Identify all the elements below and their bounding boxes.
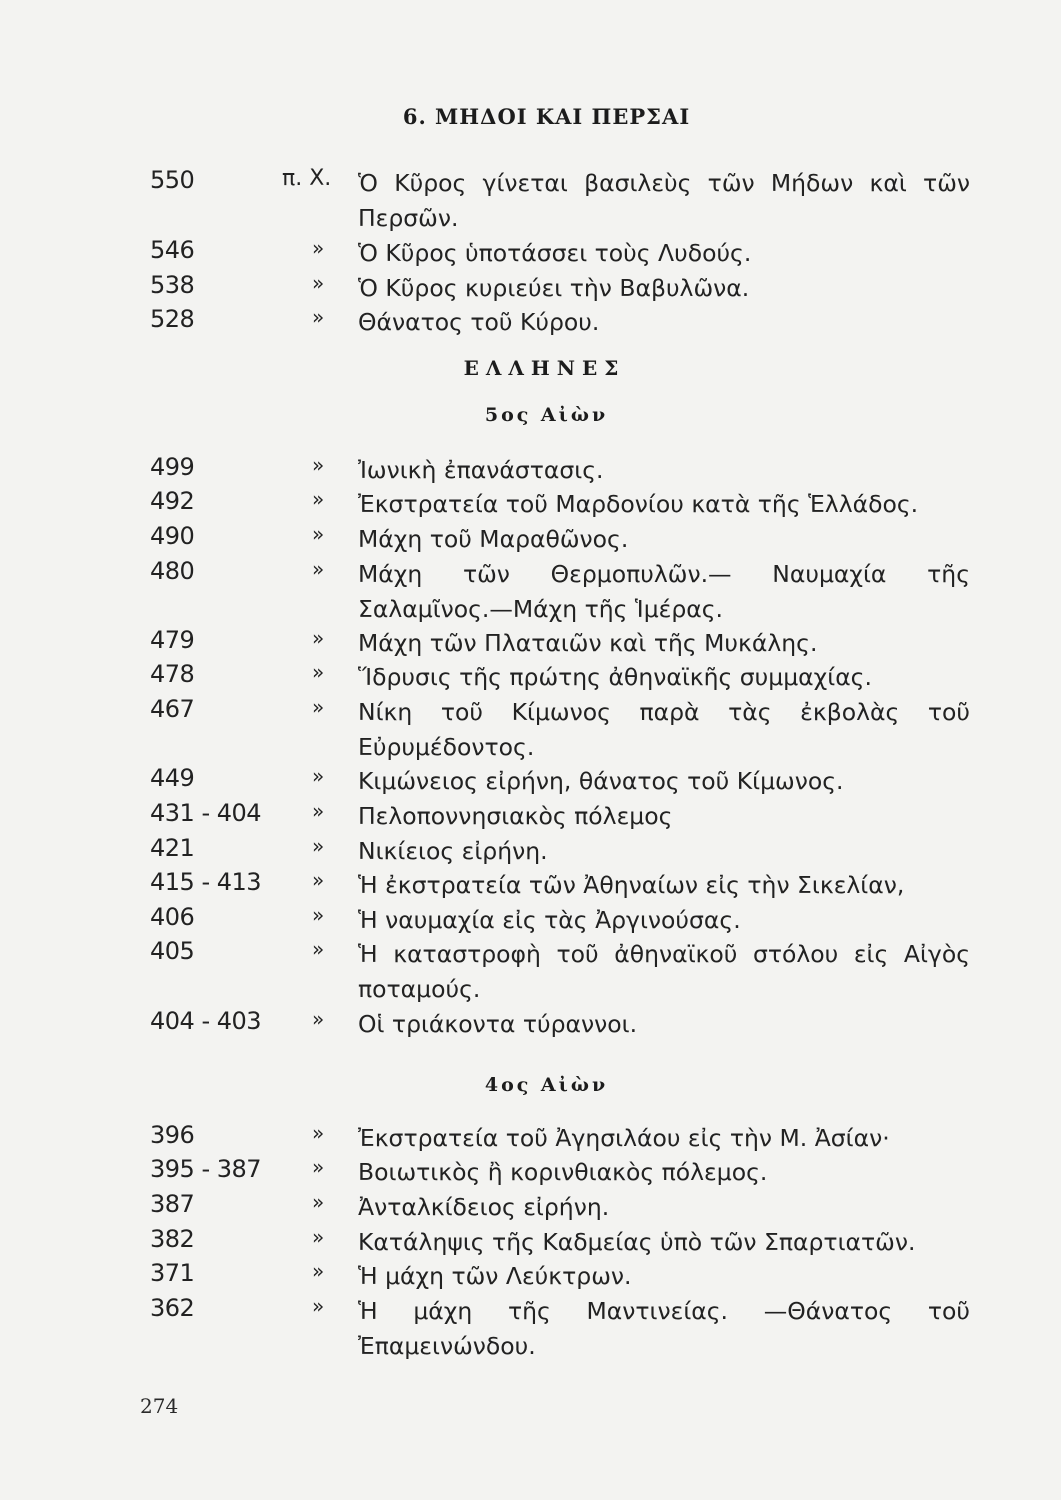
- entry-year: 449: [150, 764, 195, 792]
- entry-year: 490: [150, 522, 195, 550]
- entry-row: [0, 557, 1061, 623]
- entry-text: Ἡ μάχη τῶν Λεύκτρων.: [358, 1262, 632, 1290]
- entry-row: [0, 903, 1061, 937]
- entry-year: 499: [150, 453, 195, 481]
- entry-text: Βοιωτικὸς ἢ κορινθιακὸς πόλεμος.: [358, 1158, 768, 1186]
- ditto-mark: »: [312, 1155, 325, 1179]
- entry-row: [0, 937, 1061, 1003]
- ditto-mark: »: [312, 1121, 325, 1145]
- entry-text: Ἡ ἐκστρατεία τῶν Ἀθηναίων εἰς τὴν Σικελίαν,: [358, 871, 905, 899]
- entry-row: [0, 1294, 1061, 1360]
- entry-text: Νικίειος εἰρήνη.: [358, 837, 548, 865]
- entry-row: [0, 1155, 1061, 1189]
- entry-text: Θάνατος τοῦ Κύρου.: [358, 308, 600, 336]
- entry-row: [0, 487, 1061, 521]
- ditto-mark: »: [312, 626, 325, 650]
- entry-text: Μάχη τοῦ Μαραθῶνος.: [358, 525, 629, 553]
- entry-text: Ὁ Κῦρος γίνεται βασιλεὺς τῶν Μήδων καὶ τῶν Περσῶν.: [358, 169, 970, 232]
- era-marker: π. Χ.: [282, 166, 332, 191]
- entry-row: [0, 1190, 1061, 1224]
- entry-year: 396: [150, 1121, 195, 1149]
- ditto-mark: »: [312, 522, 325, 546]
- ditto-mark: »: [312, 305, 325, 329]
- entry-text: Οἱ τριάκοντα τύραννοι.: [358, 1010, 638, 1038]
- entry-year: 371: [150, 1259, 195, 1287]
- entry-text: Ἰωνικὴ ἐπανάστασις.: [358, 456, 604, 484]
- entry-text: Ἡ ναυμαχία εἰς τὰς Ἀργινούσας.: [358, 906, 741, 934]
- ditto-mark: »: [312, 1294, 325, 1318]
- ditto-mark: »: [312, 799, 325, 823]
- entry-year: 362: [150, 1294, 195, 1322]
- entry-year: 382: [150, 1225, 195, 1253]
- entry-text: Ἐκστρατεία τοῦ Ἀγησιλάου εἰς τὴν Μ. Ἀσίαν·: [358, 1124, 890, 1152]
- entry-row: [0, 271, 1061, 305]
- entry-year: 387: [150, 1190, 195, 1218]
- ditto-mark: »: [312, 937, 325, 961]
- entry-year: 528: [150, 305, 195, 333]
- ditto-mark: »: [312, 834, 325, 858]
- century-heading: 4ος Αἰὼν: [484, 1074, 609, 1096]
- entry-row: [0, 764, 1061, 798]
- entry-text: Ἀνταλκίδειος εἰρήνη.: [358, 1193, 610, 1221]
- entry-row: [0, 1259, 1061, 1293]
- entry-year: 395 - 387: [150, 1155, 262, 1183]
- entry-row: [0, 305, 1061, 339]
- entry-row: [0, 868, 1061, 902]
- ditto-mark: »: [312, 903, 325, 927]
- entry-row: [0, 1225, 1061, 1259]
- page-number: 274: [140, 1394, 179, 1418]
- ditto-mark: »: [312, 453, 325, 477]
- entry-text: Μάχη τῶν Πλαταιῶν καὶ τῆς Μυκάλης.: [358, 629, 818, 657]
- entry-year: 406: [150, 903, 195, 931]
- entry-row: [0, 626, 1061, 660]
- entry-text: Πελοποννησιακὸς πόλεμος: [358, 802, 673, 830]
- ditto-mark: »: [312, 557, 325, 581]
- entry-row: [0, 236, 1061, 270]
- ditto-mark: »: [312, 1007, 325, 1031]
- chapter-title: 6. ΜΗΔΟΙ ΚΑΙ ΠΕΡΣΑΙ: [402, 104, 691, 129]
- entry-text: Ἡ μάχη τῆς Μαντινείας. —Θάνατος τοῦ Ἐπαμεινώνδου.: [358, 1297, 970, 1360]
- ditto-mark: »: [312, 764, 325, 788]
- entry-text: Ὁ Κῦρος ὑποτάσσει τοὺς Λυδούς.: [358, 239, 752, 267]
- entry-year: 479: [150, 626, 195, 654]
- entry-row: [0, 660, 1061, 694]
- century-heading: 5ος Αἰὼν: [484, 404, 609, 426]
- entry-text: Ἐκστρατεία τοῦ Μαρδονίου κατὰ τῆς Ἑλλάδος.: [358, 490, 919, 518]
- entry-row: [0, 522, 1061, 556]
- entry-year: 467: [150, 695, 195, 723]
- entry-year: 480: [150, 557, 195, 585]
- ditto-mark: »: [312, 695, 325, 719]
- entry-year: 492: [150, 487, 195, 515]
- ditto-mark: »: [312, 1259, 325, 1283]
- entry-row: [0, 695, 1061, 761]
- entry-year: 478: [150, 660, 195, 688]
- entry-text: Ἵδρυσις τῆς πρώτης ἀθηναϊκῆς συμμαχίας.: [358, 663, 872, 691]
- entry-row: [0, 166, 1061, 232]
- entry-year: 550: [150, 166, 195, 194]
- entry-year: 431 - 404: [150, 799, 262, 827]
- entry-year: 404 - 403: [150, 1007, 262, 1035]
- entry-text: Κιμώνειος εἰρήνη, θάνατος τοῦ Κίμωνος.: [358, 767, 844, 795]
- entry-row: [0, 834, 1061, 868]
- ditto-mark: »: [312, 868, 325, 892]
- entry-row: [0, 1007, 1061, 1041]
- ditto-mark: »: [312, 271, 325, 295]
- entry-row: [0, 1121, 1061, 1155]
- entry-text: Ὁ Κῦρος κυριεύει τὴν Βαβυλῶνα.: [358, 274, 750, 302]
- ditto-mark: »: [312, 660, 325, 684]
- ditto-mark: »: [312, 236, 325, 260]
- entry-year: 405: [150, 937, 195, 965]
- entry-text: Κατάληψις τῆς Καδμείας ὑπὸ τῶν Σπαρτιατῶν.: [358, 1228, 916, 1256]
- entry-year: 538: [150, 271, 195, 299]
- ditto-mark: »: [312, 1190, 325, 1214]
- entry-row: [0, 453, 1061, 487]
- entry-year: 546: [150, 236, 195, 264]
- ditto-mark: »: [312, 1225, 325, 1249]
- entry-text: Νίκη τοῦ Κίμωνος παρὰ τὰς ἐκβολὰς τοῦ Εὐρυμέδοντος.: [358, 698, 970, 761]
- ditto-mark: »: [312, 487, 325, 511]
- entry-year: 421: [150, 834, 195, 862]
- entry-text: Μάχη τῶν Θερμοπυλῶν.— Ναυμαχία τῆς Σαλαμῖνος.—Μάχη τῆς Ἱμέρας.: [358, 560, 970, 623]
- entry-text: Ἡ καταστροφὴ τοῦ ἀθηναϊκοῦ στόλου εἰς Αἰγὸς ποταμούς.: [358, 940, 970, 1003]
- entry-row: [0, 799, 1061, 833]
- section-heading: ΕΛΛΗΝΕΣ: [463, 356, 626, 380]
- entry-year: 415 - 413: [150, 868, 262, 896]
